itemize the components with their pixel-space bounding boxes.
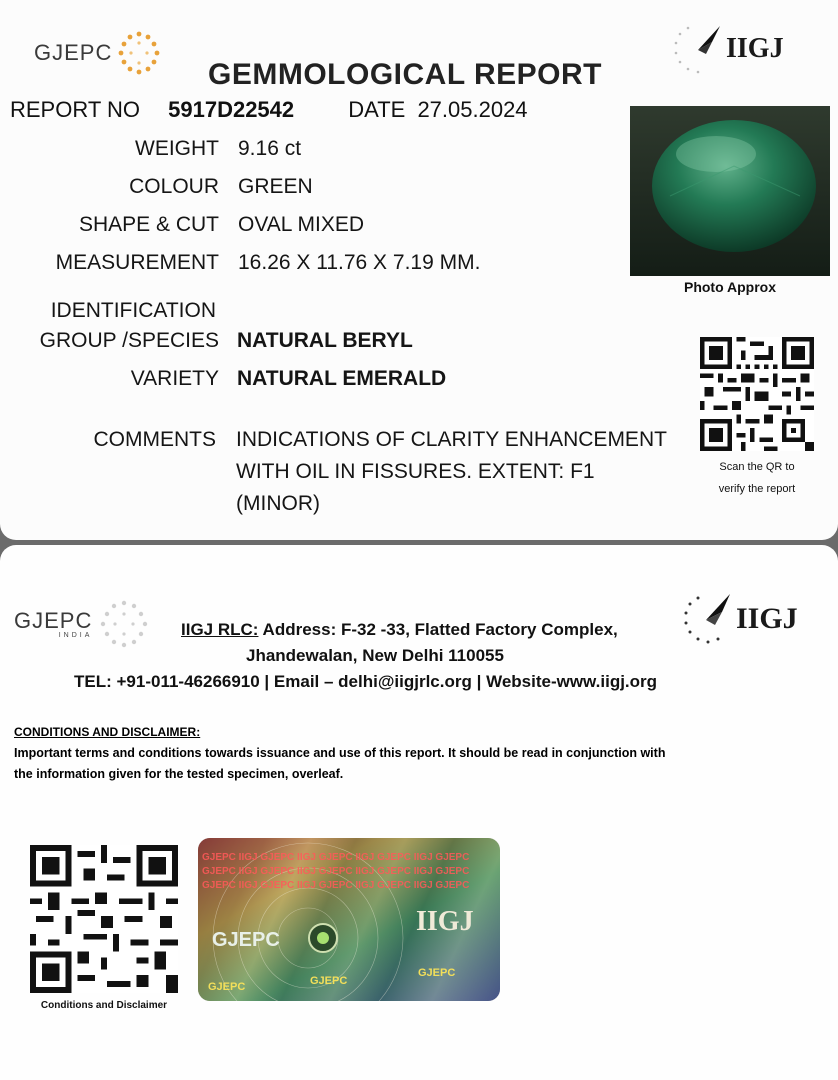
report-title: GEMMOLOGICAL REPORT — [208, 58, 602, 91]
report-no-value: 5917D22542 — [168, 97, 295, 122]
conditions-text — [14, 743, 814, 785]
address-line-2: Jhandewalan, New Delhi 110055 — [246, 646, 504, 665]
address-label: IIGJ RLC: — [181, 620, 259, 639]
hologram-iigj-text: IIGJ — [416, 906, 474, 937]
report-no-label: REPORT NO — [10, 97, 140, 122]
conditions-heading: CONDITIONS AND DISCLAIMER: — [14, 725, 201, 739]
hologram-gjepc-text: GJEPC — [212, 929, 280, 951]
comments-line-1: INDICATIONS OF CLARITY ENHANCEMENT — [236, 428, 667, 451]
comments-line-3: (MINOR) — [236, 492, 320, 515]
iigj-logo-back — [678, 590, 798, 648]
conditions-text-line-1: Important terms and conditions towards issuance and use of this report. It should be read in conjunction with — [14, 746, 666, 760]
gjepc-back-sunburst-icon — [98, 598, 150, 650]
conditions-text-line-2: the information given for the tested specimen, overleaf. — [14, 767, 344, 781]
date-label: DATE — [348, 97, 406, 122]
svg-text:GJEPC: GJEPC — [208, 981, 246, 993]
verify-qr-caption-line-1: Scan the QR to — [719, 461, 795, 473]
svg-text:GJEPC IIGJ GJEPC IIGJ GJEPC II: GJEPC IIGJ GJEPC IIGJ GJEPC IIGJ GJEPC IIGJ GJEPC — [202, 852, 470, 863]
colour-label: COLOUR — [129, 175, 219, 198]
measurement-label: MEASUREMENT — [55, 251, 219, 274]
weight-label: WEIGHT — [135, 137, 219, 160]
gjepc-logo-back-text: GJEPC — [14, 607, 93, 633]
photo-caption: Photo Approx — [683, 279, 777, 295]
address-line-1 — [181, 620, 618, 640]
svg-text:GJEPC IIGJ GJEPC IIGJ GJEPC II: GJEPC IIGJ GJEPC IIGJ GJEPC IIGJ GJEPC IIGJ GJEPC — [202, 880, 470, 891]
date-value: 27.05.2024 — [417, 97, 528, 122]
verify-qr-caption-line-2: verify the report — [718, 483, 796, 495]
conditions-qr-code[interactable] — [30, 845, 178, 993]
iigj-back-emblem-icon — [678, 590, 738, 648]
svg-text:GJEPC: GJEPC — [418, 967, 456, 979]
shape-cut-value: OVAL MIXED — [238, 213, 365, 236]
shape-cut-label: SHAPE & CUT — [78, 213, 219, 236]
security-hologram — [198, 838, 500, 1001]
measurement-value: 16.26 X 11.76 X 7.19 MM. — [238, 251, 481, 274]
group-species-value: NATURAL BERYL — [237, 329, 413, 352]
iigj-logo-back-text: IIGJ — [736, 602, 798, 635]
verify-qr-code[interactable] — [700, 337, 814, 451]
gjepc-logo-back — [14, 598, 150, 650]
identification-label: IDENTIFICATION — [50, 299, 216, 322]
svg-text:GJEPC: GJEPC — [310, 975, 348, 987]
variety-label: VARIETY — [130, 367, 219, 390]
iigj-logo-text: IIGJ — [726, 33, 784, 64]
colour-value: GREEN — [238, 175, 313, 198]
report-header-line — [10, 97, 528, 123]
group-species-label: GROUP /SPECIES — [39, 329, 219, 352]
gemstone-photo — [630, 106, 830, 276]
gjepc-logo-back-sub: INDIA — [58, 631, 93, 639]
contact-line: TEL: +91-011-46266910 | Email – delhi@iigjrlc.org | Website-www.iigj.org — [74, 672, 658, 691]
address-text-1: Address: F-32 -33, Flatted Factory Complex, — [258, 620, 618, 639]
weight-value: 9.16 ct — [238, 137, 302, 160]
gjepc-logo-text: GJEPC — [34, 40, 113, 65]
verify-qr-caption — [690, 456, 824, 500]
comments-label: COMMENTS — [93, 428, 216, 451]
svg-text:GJEPC IIGJ GJEPC IIGJ GJEPC II: GJEPC IIGJ GJEPC IIGJ GJEPC IIGJ GJEPC IIGJ GJEPC — [202, 866, 470, 877]
comments-line-2: WITH OIL IN FISSURES. EXTENT: F1 — [236, 460, 595, 483]
variety-value: NATURAL EMERALD — [237, 367, 447, 390]
conditions-qr-caption: Conditions and Disclaimer — [40, 1000, 168, 1011]
